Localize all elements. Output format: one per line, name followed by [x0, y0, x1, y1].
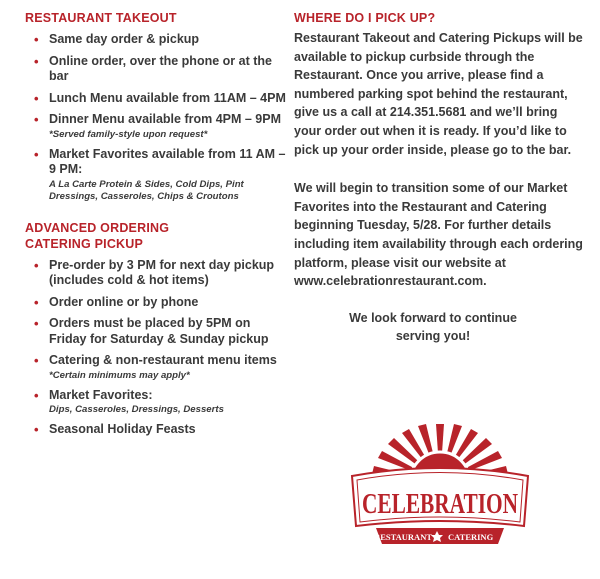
closing-message: We look forward to continue serving you!: [349, 310, 517, 343]
advanced-ordering-heading: ADVANCED ORDERING CATERING PICKUP: [25, 220, 170, 251]
catering-list: [25, 258, 287, 438]
celebration-logo: [348, 424, 532, 568]
list-item: • Catering & non-restaurant menu items *Certain minimums may apply*: [33, 353, 287, 382]
list-item: • Order online or by phone: [33, 295, 287, 311]
pickup-heading: WHERE DO I PICK UP?: [294, 11, 436, 25]
right-column: [294, 10, 584, 345]
list-item: • Online order, over the phone or at the bar: [33, 54, 287, 85]
list-item: • Market Favorites: Dips, Casseroles, Dressings, Desserts: [33, 388, 287, 417]
logo-tagline-right: CATERING: [448, 532, 494, 542]
item-note: A La Carte Protein & Sides, Cold Dips, Pint Dressings, Casseroles, Chips & Croutons: [49, 178, 244, 202]
restaurant-takeout-heading: RESTAURANT TAKEOUT: [25, 11, 177, 25]
list-item: • Dinner Menu available from 4PM – 9PM *Served family-style upon request*: [33, 112, 287, 141]
item-note: *Served family-style upon request*: [49, 128, 208, 140]
list-item: • Lunch Menu available from 11AM – 4PM: [33, 91, 287, 107]
takeout-list: [25, 32, 287, 203]
pickup-paragraph: Restaurant Takeout and Catering Pickups will be available to pickup curbside through the Restaurant. Once you arrive, please find a numbered parking spot behind the restaurant, give us a call at 214.351.5681 and we’ll bring your order out when it is ready. If you’d like to pick up your order inside, please go to the bar.: [294, 31, 583, 157]
list-item: • Same day order & pickup: [33, 32, 287, 48]
list-item: • Market Favorites available from 11 AM – 9 PM: A La Carte Protein & Sides, Cold Dips, Pint Dressings, Casseroles, Chips & Croutons: [33, 147, 287, 203]
list-item: • Pre-order by 3 PM for next day pickup (includes cold & hot items): [33, 258, 287, 289]
item-note: Dips, Casseroles, Dressings, Desserts: [49, 404, 224, 415]
list-item: • Orders must be placed by 5PM on Friday for Saturday & Sunday pickup: [33, 316, 287, 347]
transition-paragraph: We will begin to transition some of our Market Favorites into the Restaurant and Catering beginning Tuesday, 5/28. For further details including item availability through each ordering platform, please visit our website at www.celebrationrestaurant.com.: [294, 181, 583, 289]
logo-tagline-left: RESTAURANT: [374, 532, 432, 542]
list-item: • Seasonal Holiday Feasts: [33, 422, 287, 438]
item-note: *Certain minimums may apply*: [49, 369, 190, 381]
left-column: [25, 10, 287, 444]
logo-wordmark: CELEBRATION: [362, 488, 519, 520]
